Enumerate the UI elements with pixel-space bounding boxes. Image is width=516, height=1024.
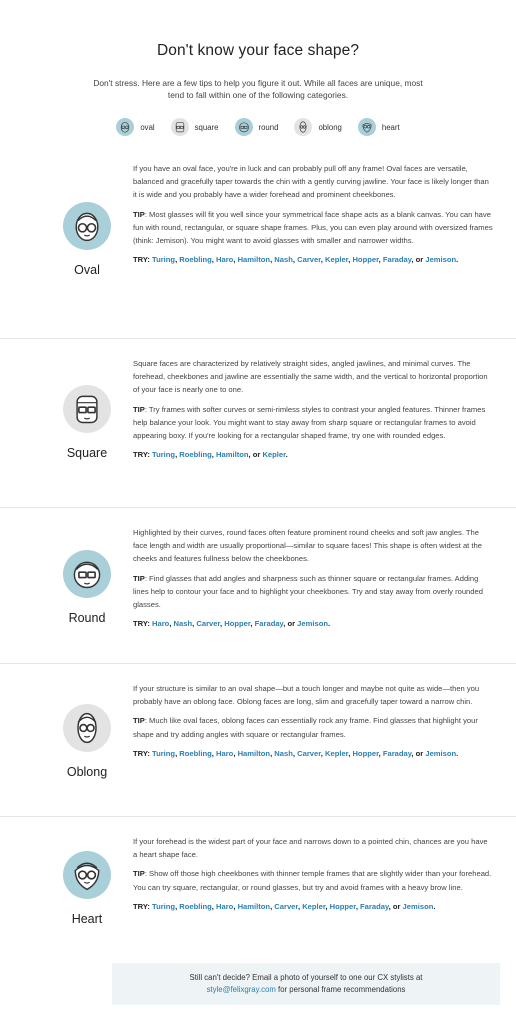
- section-heart-tip: [133, 867, 493, 893]
- section-square-text: [133, 357, 493, 467]
- tip-label: TIP: [133, 209, 145, 219]
- section-heart: [0, 817, 516, 957]
- section-oblong-header: [56, 704, 118, 779]
- section-oval-header: [56, 202, 118, 277]
- nav-item-heart[interactable]: [358, 118, 400, 136]
- frame-link-jemison[interactable]: Jemison: [297, 619, 328, 629]
- section-round: [0, 508, 516, 664]
- heart-face-icon: [358, 118, 376, 136]
- section-round-text: [133, 526, 493, 636]
- frame-link-hopper[interactable]: Hopper: [329, 901, 356, 911]
- tip-label: TIP: [133, 716, 145, 726]
- frame-link-hopper[interactable]: Hopper: [352, 748, 379, 758]
- frame-link-turing[interactable]: Turing: [152, 450, 176, 460]
- section-round-header: [56, 550, 118, 625]
- section-oblong-title: Oblong: [66, 765, 108, 779]
- tip-text: : Try frames with softer curves or semi-rimless styles to contrast your angled features. Thinner frames help balance your look. You might want to stay away from sharp square or rectangular frames to avoid appearing boxy. If you're looking for a rectangular shaped frame, try one with rounded edges.: [133, 404, 486, 441]
- frame-link-haro[interactable]: Haro: [216, 901, 234, 911]
- frame-link-kepler[interactable]: Kepler: [262, 450, 286, 460]
- section-oval-tip: [133, 208, 493, 248]
- section-round-tip: [133, 572, 493, 612]
- try-label: TRY:: [133, 901, 150, 911]
- square-face-icon: [63, 385, 111, 433]
- frame-link-nash[interactable]: Nash: [173, 619, 193, 629]
- frame-link-carver[interactable]: Carver: [196, 619, 221, 629]
- section-oblong-text: [133, 682, 493, 766]
- nav-item-oval[interactable]: [116, 118, 154, 136]
- frame-link-kepler[interactable]: Kepler: [302, 901, 326, 911]
- round-face-icon: [63, 550, 111, 598]
- frame-link-carver[interactable]: Carver: [297, 748, 321, 758]
- frame-link-turing[interactable]: Turing: [152, 901, 176, 911]
- frame-link-faraday[interactable]: Faraday: [254, 619, 284, 629]
- section-oval: [0, 150, 516, 339]
- section-oblong-tip: [133, 714, 493, 740]
- try-label: TRY:: [133, 450, 150, 460]
- frame-link-turing[interactable]: Turing: [152, 255, 176, 265]
- frame-link-carver[interactable]: Carver: [297, 255, 321, 265]
- frame-link-kepler[interactable]: Kepler: [325, 748, 349, 758]
- frame-link-jemison[interactable]: Jemison: [402, 901, 434, 911]
- frame-link-hopper[interactable]: Hopper: [224, 619, 251, 629]
- frame-link-jemison[interactable]: Jemison: [425, 255, 457, 265]
- section-oval-text: [133, 162, 493, 272]
- heart-face-icon: [63, 851, 111, 899]
- frame-link-nash[interactable]: Nash: [274, 748, 293, 758]
- face-shape-nav: [0, 118, 516, 136]
- section-square-try: TRY: Turing, Roebling, Hamilton, or Kepler.: [133, 450, 288, 460]
- frame-link-hamilton[interactable]: Hamilton: [216, 450, 249, 460]
- try-label: TRY:: [133, 619, 150, 629]
- frame-link-kepler[interactable]: Kepler: [325, 255, 349, 265]
- frame-link-faraday[interactable]: Faraday: [382, 748, 412, 758]
- section-oblong-description: If your structure is similar to an oval shape—but a touch longer and maybe not quite as wide—then you probably have an oblong face. Oblong faces are long, slim and gracefully taper toward a narrow chin.: [133, 684, 480, 707]
- section-square-description: Square faces are characterized by relatively straight sides, angled jawlines, and minimal curves. The forehead, cheekbones and jawline are essentially the same width, and the vertical to horizontal proportion of your face is nearly one to one.: [133, 359, 488, 395]
- face-shape-sections: [0, 150, 516, 957]
- oblong-face-icon: [294, 118, 312, 136]
- frame-link-carver[interactable]: Carver: [274, 901, 298, 911]
- section-heart-try: TRY: Turing, Roebling, Haro, Hamilton, Carver, Kepler, Hopper, Faraday, or Jemison.: [133, 901, 436, 911]
- frame-link-hamilton[interactable]: Hamilton: [237, 255, 271, 265]
- frame-link-roebling[interactable]: Roebling: [179, 901, 212, 911]
- oval-face-icon: [63, 202, 111, 250]
- nav-label-oval: oval: [140, 122, 155, 132]
- nav-label-heart: heart: [381, 122, 400, 132]
- page-title: Don't know your face shape?: [156, 42, 360, 59]
- page-subtitle: Don't stress. Here are a few tips to help you figure it out. While all faces are unique, most tend to fall within one of the following categories.: [93, 78, 423, 100]
- nav-item-square[interactable]: [171, 118, 219, 136]
- nav-label-round: round: [258, 122, 279, 132]
- tip-text: : Much like oval faces, oblong faces can essentially rock any frame. Find glasses that highlight your shape and try adding angles with square or rectangular frames.: [133, 716, 478, 739]
- frame-link-hamilton[interactable]: Hamilton: [237, 901, 271, 911]
- section-heart-description: If your forehead is the widest part of your face and narrows down to a pointed chin, chances are you have a heart shape face.: [133, 837, 488, 860]
- frame-link-haro[interactable]: Haro: [216, 255, 234, 265]
- square-face-icon: [171, 118, 189, 136]
- section-square-header: [56, 385, 118, 460]
- frame-link-turing[interactable]: Turing: [152, 748, 176, 758]
- frame-link-jemison[interactable]: Jemison: [425, 748, 457, 758]
- footer-line-2-text: for personal frame recommendations: [275, 985, 406, 994]
- nav-label-oblong: oblong: [318, 122, 342, 132]
- footer-line-2: [207, 984, 406, 996]
- stylist-contact-banner: [112, 963, 500, 1005]
- section-heart-header: [56, 851, 118, 926]
- section-round-description: Highlighted by their curves, round faces often feature prominent round cheeks and soft jaw angles. The face length and width are usually proportional—similar to square faces! This shape is often widest at the cheeks and features fullness below the cheekbones.: [133, 528, 482, 564]
- section-round-title: Round: [68, 611, 106, 625]
- nav-item-oblong[interactable]: [294, 118, 341, 136]
- tip-text: : Show off those high cheekbones with thinner temple frames that are slightly wider than your forehead. You can try square, rectangular, or round glasses, but try and avoid frames with a heavy brow line.: [133, 869, 492, 892]
- tip-text: : Most glasses will fit you well since your symmetrical face shape acts as a blank canvas. You can have fun with round, rectangular, or square shape frames. Plus, you can even play around with oversized frames (think: Jemison). You might want to avoid glasses with smaller and narrower widths.: [133, 209, 493, 246]
- frame-link-faraday[interactable]: Faraday: [360, 901, 389, 911]
- tip-text: : Find glasses that add angles and sharpness such as thinner square or rectangular frames. Adding lines help to contour your face and to highlight your cheekbones. Try and stay away from overly rounded glasses.: [133, 573, 483, 610]
- section-square: [0, 339, 516, 508]
- section-oval-description: If you have an oval face, you're in luck and can probably pull off any frame! Oval faces are versatile, balanced and gracefully taper towards the chin with a gently curving jawline. Your face is likely longer than it is wide and you probably have a wider forehead and prominent cheekbones.: [133, 164, 489, 200]
- try-label: TRY:: [133, 748, 150, 758]
- section-square-tip: [133, 403, 493, 443]
- section-heart-title: Heart: [71, 912, 103, 926]
- header: [0, 0, 516, 136]
- nav-item-round[interactable]: [235, 118, 279, 136]
- frame-link-hopper[interactable]: Hopper: [352, 255, 379, 265]
- try-label: TRY:: [133, 255, 150, 265]
- oval-face-icon: [116, 118, 134, 136]
- frame-link-roebling[interactable]: Roebling: [179, 255, 212, 265]
- round-face-icon: [235, 118, 253, 136]
- nav-label-square: square: [194, 122, 219, 132]
- frame-link-hamilton[interactable]: Hamilton: [237, 748, 271, 758]
- frame-link-roebling[interactable]: Roebling: [179, 748, 212, 758]
- tip-label: TIP: [133, 404, 145, 414]
- oblong-face-icon: [63, 704, 111, 752]
- stylist-email-link[interactable]: style@felixgray.com: [206, 985, 276, 994]
- frame-link-nash[interactable]: Nash: [274, 255, 293, 265]
- section-round-try: TRY: Haro, Nash, Carver, Hopper, Faraday, or Jemison.: [133, 619, 331, 629]
- frame-link-haro[interactable]: Haro: [216, 748, 234, 758]
- frame-link-faraday[interactable]: Faraday: [382, 255, 412, 265]
- tip-label: TIP: [133, 869, 145, 879]
- section-oblong-try: TRY: Turing, Roebling, Haro, Hamilton, Nash, Carver, Kepler, Hopper, Faraday, or Jemison.: [133, 748, 459, 758]
- section-oval-title: Oval: [74, 263, 100, 277]
- footer-line-1: Still can't decide? Email a photo of yourself to one our CX stylists at: [189, 973, 423, 982]
- section-square-title: Square: [66, 446, 108, 460]
- tip-label: TIP: [133, 573, 145, 583]
- frame-link-haro[interactable]: Haro: [152, 619, 170, 629]
- section-heart-text: [133, 835, 493, 919]
- frame-link-roebling[interactable]: Roebling: [179, 450, 212, 460]
- section-oval-try: TRY: Turing, Roebling, Haro, Hamilton, Nash, Carver, Kepler, Hopper, Faraday, or Jemison.: [133, 255, 459, 265]
- section-oblong: [0, 664, 516, 817]
